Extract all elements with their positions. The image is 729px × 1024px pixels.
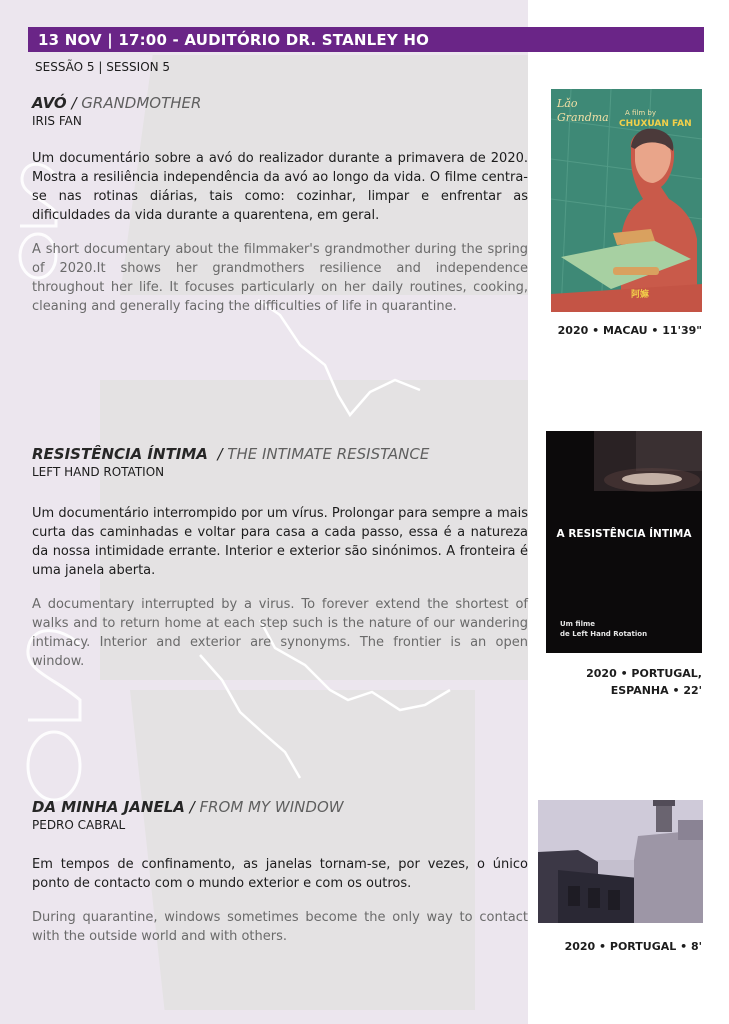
film-meta <box>586 665 702 699</box>
film-intimate-resistance <box>32 445 528 671</box>
film-director: PEDRO CABRAL <box>32 818 126 832</box>
title-separator: / <box>184 798 200 816</box>
film-director: LEFT HAND ROTATION <box>32 465 165 479</box>
film-description-en: During quarantine, windows sometimes become the only way to contact with the outside world and with others. <box>32 910 528 944</box>
film-title <box>32 445 528 463</box>
film-meta-line2: ESPANHA • 22' <box>610 684 702 697</box>
film-title <box>32 94 528 112</box>
poster-intimate-resistance <box>546 431 702 653</box>
film-from-my-window <box>32 798 528 946</box>
film-meta: 2020 • PORTUGAL • 8' <box>564 940 702 953</box>
film-description-pt: Um documentário interrompido por um vírus. Prolongar para sempre a mais curta das caminhadas e voltar para casa a cada passo, essa é a natureza da nossa intimidade errante. Interior e exterior são sinónimos. A fronteira é uma janela aberta. <box>32 506 528 578</box>
film-description-en: A documentary interrupted by a virus. To forever extend the shortest of walks and to return home at each step such is the nature of our wandering intimacy. Interior and exterior are synonyms. The frontier is an open window. <box>32 597 528 669</box>
film-director: IRIS FAN <box>32 114 82 128</box>
film-meta: 2020 • MACAU • 11'39" <box>557 324 702 337</box>
poster-script-title: Lǎo Grandma <box>557 97 609 124</box>
banner-title: 13 NOV | 17:00 - AUDITÓRIO DR. STANLEY HO <box>38 31 430 49</box>
film-title-pt: DA MINHA JANELA <box>32 798 185 816</box>
poster-credit-name: CHUXUAN FAN <box>619 119 692 129</box>
poster-bottom-text: 阿嫲 <box>631 290 650 300</box>
poster-grandmother <box>551 89 702 312</box>
poster-credit-line1: Um filme <box>560 620 596 628</box>
film-title-en: THE INTIMATE RESISTANCE <box>227 445 430 463</box>
film-description-pt: Em tempos de confinamento, as janelas tornam-se, por vezes, o único ponto de contacto com o mundo exterior e com os outros. <box>32 857 528 891</box>
film-title-en: FROM MY WINDOW <box>199 798 344 816</box>
poster-credit-small: A film by <box>625 109 656 117</box>
film-description-pt: Um documentário sobre a avó do realizador durante a primavera de 2020. Mostra a resiliência independência da avó ao longo da vida. O filme centra-se nas rotinas diárias, tais como: cozinhar, limpar e enfrentar as dificuldades da vida durante a quarentena, em geral. <box>32 151 528 223</box>
film-title-pt: AVÓ <box>32 94 67 112</box>
title-separator: / <box>66 94 82 112</box>
still-from-my-window <box>538 800 703 923</box>
poster-title: A RESISTÊNCIA ÍNTIMA <box>556 528 692 540</box>
film-title <box>32 798 528 816</box>
title-separator: / <box>207 445 228 463</box>
poster-credit-line2: de Left Hand Rotation <box>560 630 648 638</box>
film-description-en: A short documentary about the filmmaker's grandmother during the spring of 2020.It shows her grandmothers resilience and independence throughout her life. It focuses particularly on her daily routines, cooking, cleaning and generally facing the difficulties of life in quarantine. <box>32 242 528 314</box>
film-title-pt: RESISTÊNCIA ÍNTIMA <box>32 445 208 463</box>
session-banner <box>28 27 704 52</box>
still-buildings-art <box>538 800 703 923</box>
film-grandmother <box>32 94 528 316</box>
film-meta-line1: 2020 • PORTUGAL, <box>586 667 702 680</box>
film-title-en: GRANDMOTHER <box>81 94 202 112</box>
session-label: SESSÃO 5 | SESSION 5 <box>35 60 171 74</box>
